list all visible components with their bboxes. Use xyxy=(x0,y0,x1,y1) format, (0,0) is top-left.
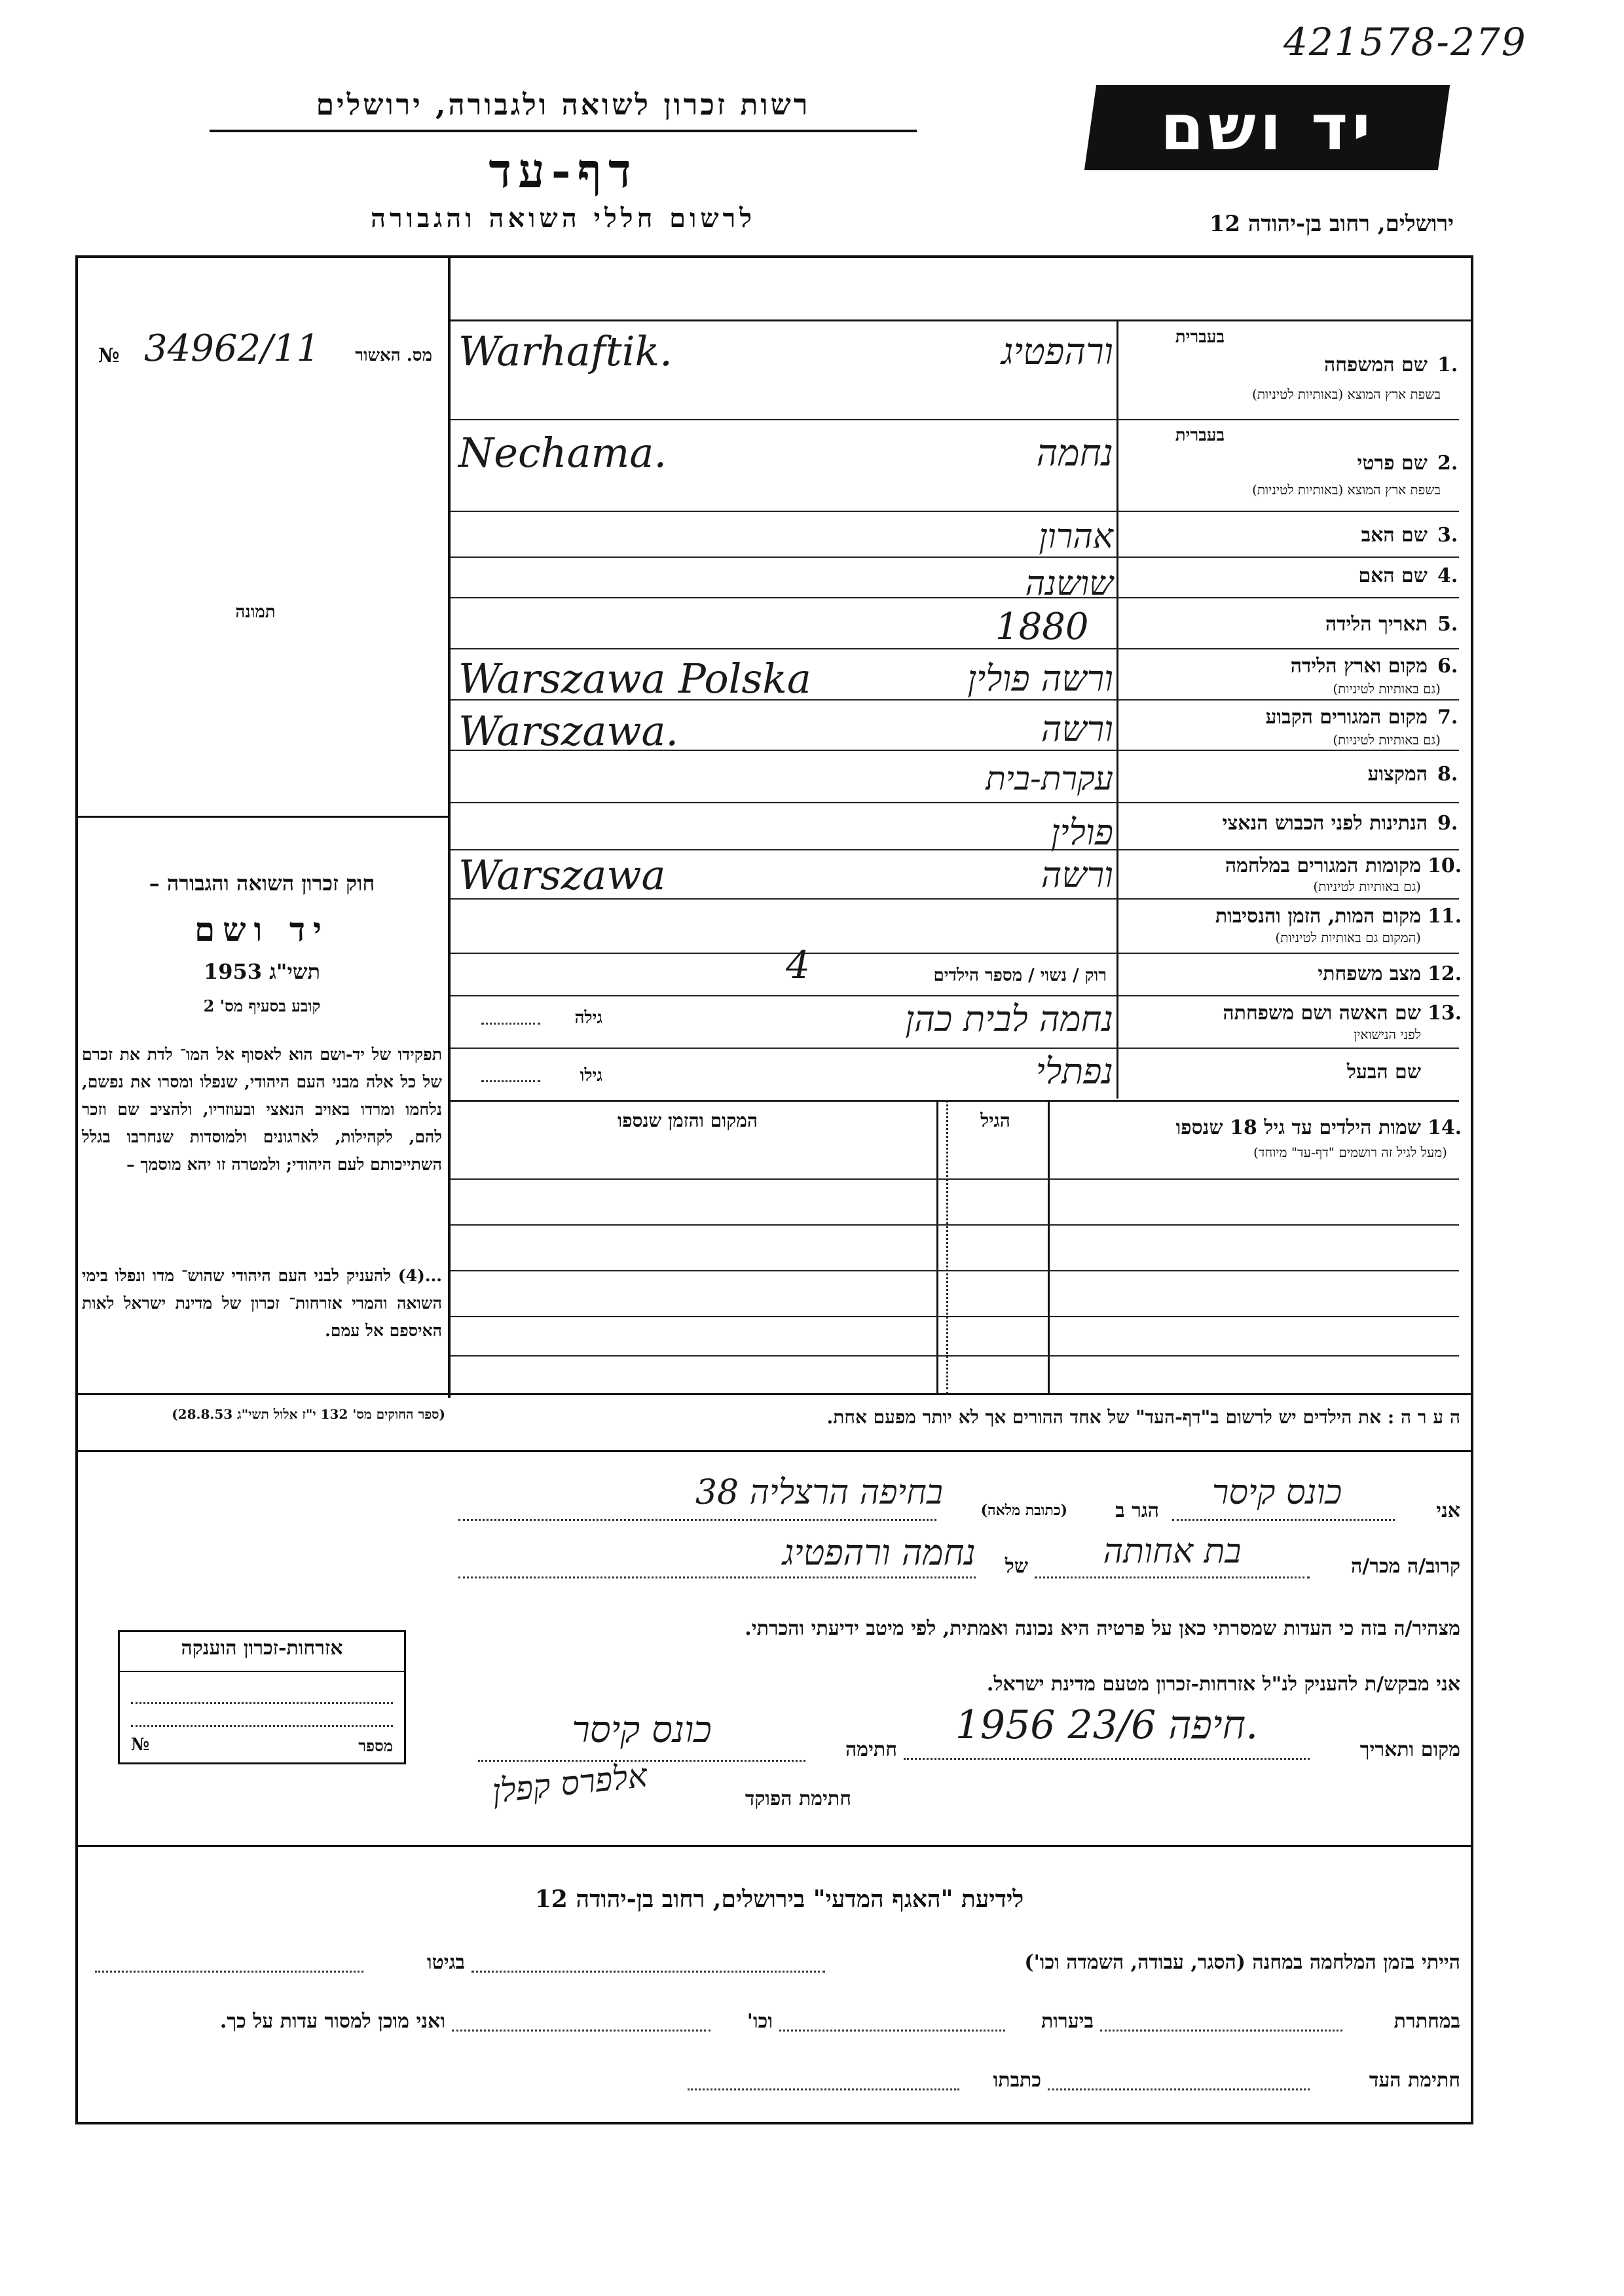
field-3-label: שם האב xyxy=(1361,524,1428,547)
authority-name: רשות זכרון לשואה ולגבורה, ירושלים xyxy=(316,88,811,122)
field-13-age-line[interactable] xyxy=(481,1023,540,1025)
field-1-number: 1. xyxy=(1437,354,1458,376)
children-place-header: המקום והזמן שנספו xyxy=(618,1110,758,1131)
of-name[interactable]: נחמה ורהפטיג xyxy=(782,1532,976,1573)
statement-1: מצהיר/ה בזה כי העדות שמסרתי כאן על פרטיה היא נכונה ואמתית, לפי מיטב ידיעתי והכרתי. xyxy=(745,1617,1460,1640)
header-underline xyxy=(210,130,917,132)
row-line-8 xyxy=(451,802,1459,803)
children-label: שמות הילדים עד גיל 18 שנספו xyxy=(1175,1116,1421,1139)
place-date-line xyxy=(904,1758,1310,1760)
field-13-label: שם האשה ושם משפחתה xyxy=(1223,1002,1421,1025)
place-date-label: מקום ותאריך xyxy=(1359,1738,1460,1761)
footer-ghetto-label: בגיטו xyxy=(426,1951,465,1974)
statement-2: אני מבקש/ת להעניק לנ"ל אזרחות-זכרון מטעם מדינת ישראל. xyxy=(986,1673,1460,1696)
field-6-number: 6. xyxy=(1437,655,1458,678)
footer-forests-label: ביערות xyxy=(1041,2010,1094,2033)
relation-line xyxy=(1035,1576,1310,1578)
field-7-sub: (גם באותיות לטיניות) xyxy=(1333,732,1441,748)
field-5-number: 5. xyxy=(1437,613,1458,636)
citizenship-title: אזרחות-זכרון הוענקה xyxy=(181,1637,343,1660)
top-band-line xyxy=(451,319,1473,321)
field-10-label: מקומות המגורים במלחמה xyxy=(1225,854,1421,877)
row-line-1 xyxy=(451,419,1459,420)
field-2-label: שם פרטי xyxy=(1357,452,1428,475)
field-7-number: 7. xyxy=(1437,706,1458,729)
footer-separator xyxy=(75,1845,1473,1847)
law-name: יד ושם xyxy=(194,910,329,949)
children-row-3[interactable] xyxy=(451,1270,1459,1271)
field-7-latin[interactable]: Warszawa. xyxy=(458,707,679,755)
footer-ghetto-line[interactable] xyxy=(95,1971,363,1973)
field-1-latin[interactable]: Warhaftik. xyxy=(458,327,673,375)
field-2-number: 2. xyxy=(1437,452,1458,475)
footer-camp-line[interactable] xyxy=(471,1971,825,1973)
relation-value[interactable]: בת אחותה xyxy=(1103,1532,1242,1571)
husband-name[interactable]: נפתלי xyxy=(1035,1051,1113,1092)
field-11-sub: (המקום גם באותיות לטיניות) xyxy=(1275,930,1421,945)
field-1-hint: בעברית xyxy=(1175,327,1225,347)
yad-vashem-logo xyxy=(1084,85,1450,170)
of-name-line xyxy=(458,1576,976,1578)
form-title: דף-עד xyxy=(489,143,638,198)
declaration-ani-label: אני xyxy=(1436,1499,1460,1522)
of-label: של xyxy=(1005,1555,1028,1578)
declarant-name-line xyxy=(1172,1519,1395,1521)
declarant-name[interactable]: כונס קיסר xyxy=(1211,1473,1342,1512)
citizenship-dotline-2[interactable] xyxy=(131,1725,393,1727)
field-2-hebrew[interactable]: נחמה xyxy=(1036,432,1113,475)
field-8-label: המקצוע xyxy=(1367,763,1428,786)
footer-address-label: כתבתו xyxy=(993,2069,1041,2092)
field-4-hebrew[interactable]: שושנה xyxy=(1025,564,1113,604)
approval-label: מס. האשור xyxy=(355,346,432,365)
form-subtitle: לרשום חללי השואה והגבורה xyxy=(370,203,756,234)
field-1-label: שם המשפחה xyxy=(1323,354,1428,376)
row-line-5 xyxy=(451,648,1459,649)
footer-underground-label: במחתרת xyxy=(1393,2010,1460,2033)
law-title: חוק זכרון השואה והגבורה – xyxy=(149,871,375,896)
address-hint: (כתובת מלאה) xyxy=(980,1502,1067,1519)
field-10-hebrew[interactable]: ורשה xyxy=(1041,854,1113,896)
row-line-13 xyxy=(451,1048,1459,1049)
row-line-14 xyxy=(451,1100,1459,1102)
field-6-label: מקום וארץ הלידה xyxy=(1290,655,1428,678)
field-3-hebrew[interactable]: אהרון xyxy=(1039,517,1113,556)
logo-text: יד ושם xyxy=(1160,91,1375,164)
field-3-number: 3. xyxy=(1437,524,1458,547)
children-row-2[interactable] xyxy=(451,1224,1459,1226)
officer-label: חתימת הפוקד xyxy=(745,1787,851,1810)
field-6-latin[interactable]: Warszawa Polska xyxy=(458,655,811,702)
husband-age-line[interactable] xyxy=(481,1080,540,1082)
footer-ready-label: ואני מוכן למסור עדות על כך. xyxy=(219,2010,445,2033)
officer-signature[interactable]: אלפרס קפלן xyxy=(490,1756,650,1811)
row-line-3 xyxy=(451,556,1459,558)
children-row-5[interactable] xyxy=(451,1355,1459,1357)
husband-label: שם הבעל xyxy=(1346,1061,1421,1084)
footer-witness-sig-label: חתימת העד xyxy=(1369,2069,1460,2092)
law-clause: קובע בסעיף מס' 2 xyxy=(203,996,321,1015)
signature-value[interactable]: כונס קיסר xyxy=(572,1709,712,1751)
field-8-hebrew[interactable]: עקרת-בית xyxy=(986,759,1113,797)
footer-underground-line[interactable] xyxy=(1100,2030,1342,2032)
serial-number-handwritten: 421578-279 xyxy=(1283,20,1527,64)
field-7-hebrew[interactable]: ורשה xyxy=(1041,708,1113,750)
law-text-1: תפקידו של יד-ושם הוא לאסוף אל המו־ לדת את זכרם של כל אלה מבני העם היהודי, שנפלו ומסרו את נפשם, נלחמו ומרדו באויב הנאצי ובעוזריו, ולהציב שם וזכר להם, לקהילות, לארגונים ולמוסדות שנחרבו בגלל השתייכותם לעם היהודי; ולמטרה זו יהא מוסמך – xyxy=(82,1045,442,1174)
row-line-11 xyxy=(451,953,1459,954)
field-13-number: 13. xyxy=(1428,1002,1462,1025)
signature-label: חתימה xyxy=(845,1738,897,1761)
footer-forests-line[interactable] xyxy=(779,2030,1005,2032)
field-12-inline: רוק / נשוי / מספר הילדים xyxy=(933,966,1107,985)
field-2-hint: בעברית xyxy=(1175,426,1225,445)
field-1-hebrew[interactable]: ורהפטיג xyxy=(1001,331,1113,373)
note-text: ה ע ר ה : את הילדים יש לרשום ב"דף-העד" של אחד ההורים אך לא יותר מפעם אחת. xyxy=(826,1406,1460,1428)
children-age-header: הגיל xyxy=(980,1110,1010,1131)
relation-label: קרוב/ה מכר/ה xyxy=(1351,1555,1460,1578)
footer-title: לידיעת "האגף המדעי" בירושלים, רחוב בן-יהודה 12 xyxy=(534,1886,1024,1913)
place-date-value[interactable]: חיפה 23/6 1956. xyxy=(955,1702,1259,1748)
address: ירושלים, רחוב בן-יהודה 12 xyxy=(1209,211,1454,237)
photo-label: תמונה xyxy=(235,602,276,622)
field-12-children-count[interactable]: 4 xyxy=(786,943,810,987)
approval-no-symbol: № xyxy=(98,344,120,367)
children-age-col-left xyxy=(936,1100,938,1394)
field-12-number: 12. xyxy=(1428,962,1462,985)
footer-witness-sig-line[interactable] xyxy=(1048,2088,1310,2090)
children-number: 14. xyxy=(1428,1116,1462,1139)
citizenship-title-line xyxy=(118,1671,406,1672)
field-11-label: מקום המות, הזמן והנסיבות xyxy=(1215,905,1421,928)
photo-area-bottom xyxy=(75,816,450,818)
label-column-divider xyxy=(1116,319,1118,1099)
field-10-number: 10. xyxy=(1428,854,1462,877)
declarant-address[interactable]: בחיפה הרצליה 38 xyxy=(695,1473,943,1512)
footer-etc-line[interactable] xyxy=(452,2030,710,2032)
field-10-latin[interactable]: Warszawa xyxy=(458,851,666,899)
citizenship-number-label: מספר xyxy=(358,1736,393,1755)
field-8-number: 8. xyxy=(1437,763,1458,786)
field-4-label: שם האם xyxy=(1358,564,1428,587)
field-7-label: מקום המגורים הקבוע xyxy=(1265,706,1428,729)
field-4-number: 4. xyxy=(1437,564,1458,587)
children-row-4[interactable] xyxy=(451,1316,1459,1317)
husband-age-label: גילו xyxy=(580,1066,602,1085)
sidebar-divider xyxy=(448,255,451,1398)
residing-label: הגר ב xyxy=(1115,1499,1159,1522)
field-2-latin[interactable]: Nechama. xyxy=(458,429,667,477)
footer-etc-label: וכו' xyxy=(747,2010,773,2033)
declarant-address-line xyxy=(458,1519,936,1521)
field-5-hebrew[interactable]: 1880 xyxy=(995,606,1089,648)
footer-camp-label: הייתי בזמן המלחמה במחנה (הסגר, עבודה, השמדה וכו') xyxy=(1024,1951,1460,1974)
field-9-hebrew[interactable]: פולין xyxy=(1050,812,1113,853)
law-text-2: ...(4) להעניק לבני העם היהודי שהוש־ מדו ונפלו בימי השואה והמרי אזרחות־ זכרון של מדינת ישראל לאות האיספם אל עמם. xyxy=(82,1266,442,1340)
field-11-number: 11. xyxy=(1428,905,1462,928)
field-13-hebrew[interactable]: נחמה לבית כהן xyxy=(905,998,1113,1040)
children-sub: (מעל לגיל זה רושמים "דף-עד" מיוחד) xyxy=(1253,1144,1447,1160)
children-age-col-dotted xyxy=(946,1100,948,1394)
field-13-sub: לפני הנישואין xyxy=(1354,1027,1421,1042)
citizenship-dotline-1[interactable] xyxy=(131,1702,393,1704)
field-10-sub: (גם באותיות לטיניות) xyxy=(1313,879,1421,894)
law-source: (ספר החוקים מס' 132 י"ז אלול תשי"ג 28.8.53) xyxy=(172,1406,445,1422)
field-1-sub: בשפת ארץ המוצא (באותיות לטיניות) xyxy=(1252,386,1441,402)
row-line-12 xyxy=(451,995,1459,996)
note-separator xyxy=(75,1450,1473,1452)
field-12-label: מצב משפחתי xyxy=(1318,962,1421,985)
field-2-sub: בשפת ארץ המוצא (באותיות לטיניות) xyxy=(1252,482,1441,498)
children-row-1[interactable] xyxy=(451,1178,1459,1180)
children-age-col-right xyxy=(1048,1100,1050,1394)
citizenship-number-symbol: № xyxy=(131,1735,150,1755)
law-year: תשי"ג 1953 xyxy=(204,959,320,984)
row-line-2 xyxy=(451,511,1459,512)
field-9-label: הנתינות לפני הכבוש הנאצי xyxy=(1222,812,1428,835)
approval-number[interactable]: 34962/11 xyxy=(144,327,320,370)
field-13-age-label: גילה xyxy=(574,1008,602,1028)
footer-address-line[interactable] xyxy=(688,2088,959,2090)
field-5-label: תאריך הלידה xyxy=(1325,613,1428,636)
law-separator xyxy=(75,1393,1473,1395)
field-9-number: 9. xyxy=(1437,812,1458,835)
field-6-sub: (גם באותיות לטיניות) xyxy=(1333,681,1441,697)
field-6-hebrew[interactable]: ורשה פולין xyxy=(967,658,1113,699)
